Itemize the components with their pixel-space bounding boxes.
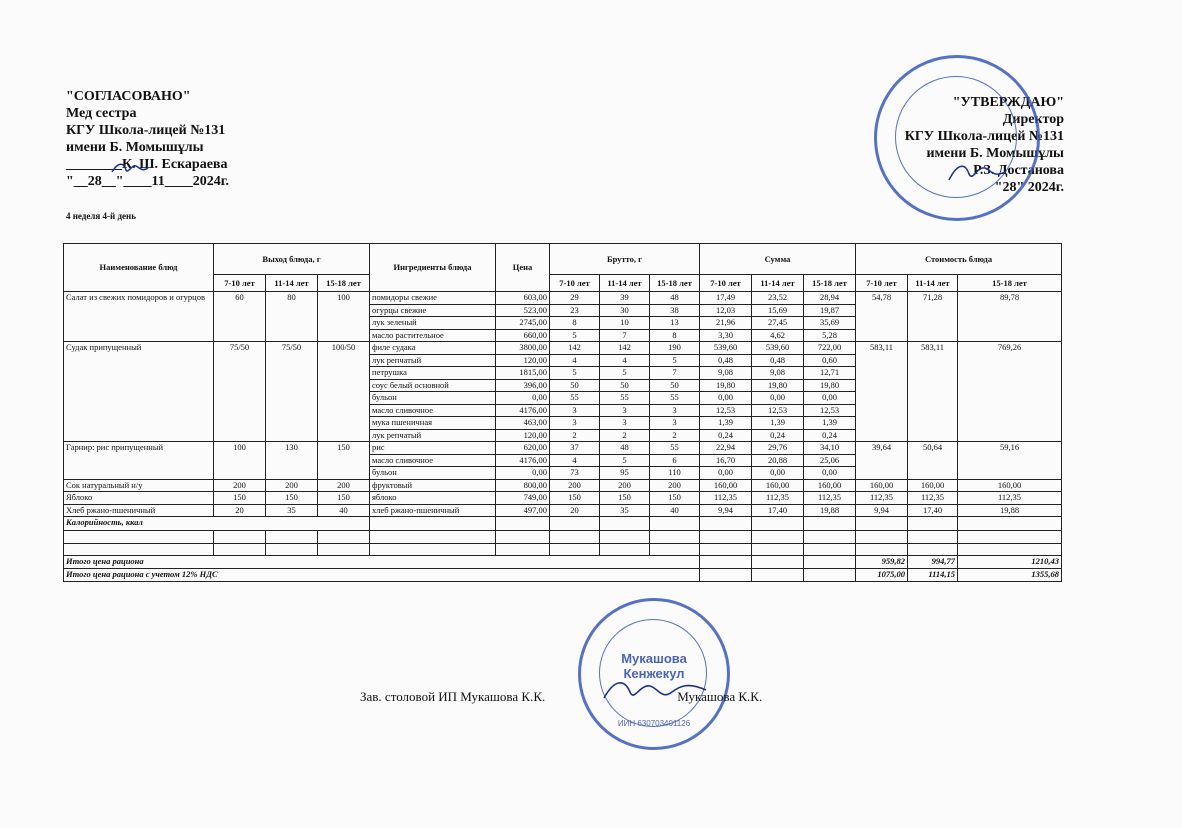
sum-age1: 0,00: [700, 467, 752, 480]
sum-age3: 0,00: [804, 467, 856, 480]
ingredient-price: 120,00: [496, 354, 550, 367]
gross-age2: 39: [600, 292, 650, 305]
ingredient-price: 523,00: [496, 304, 550, 317]
output-age2: 75/50: [266, 342, 318, 442]
gross-age1: 8: [550, 317, 600, 330]
gross-age2: 150: [600, 492, 650, 505]
sum-age2: 1,39: [752, 417, 804, 430]
sum-age2: 160,00: [752, 479, 804, 492]
sum-age1: 0,48: [700, 354, 752, 367]
sum-age1: 19,80: [700, 379, 752, 392]
signature-right: [947, 160, 1007, 186]
cost-age1: 9,94: [856, 504, 908, 517]
gross-age1: 142: [550, 342, 600, 355]
sum-age3: 1,39: [804, 417, 856, 430]
sum-age1: 12,53: [700, 404, 752, 417]
gross-age1: 23: [550, 304, 600, 317]
sum-age1: 0,24: [700, 429, 752, 442]
gross-age2: 3: [600, 417, 650, 430]
ingredient-name: хлеб ржано-пшеничный: [370, 504, 496, 517]
sum-age3: 34,10: [804, 442, 856, 455]
ingredient-name: лук репчатый: [370, 429, 496, 442]
approval-title-left: "СОГЛАСОВАНО": [66, 89, 191, 104]
table-row: [64, 292, 1062, 305]
gross-age2: 3: [600, 404, 650, 417]
approval-date-right: "28" 2024г.: [994, 180, 1064, 195]
sum-age3: 19,88: [804, 504, 856, 517]
ingredient-price: 660,00: [496, 329, 550, 342]
ingredient-price: 463,00: [496, 417, 550, 430]
stamp-iin: ИИН 630703401126: [617, 719, 691, 728]
gross-age3: 38: [650, 304, 700, 317]
gross-age2: 30: [600, 304, 650, 317]
sum-age3: 12,71: [804, 367, 856, 380]
sum-age2: 4,62: [752, 329, 804, 342]
output-age1: 100: [214, 442, 266, 480]
sum-age3: 35,69: [804, 317, 856, 330]
gross-age2: 7: [600, 329, 650, 342]
ingredient-name: лук репчатый: [370, 354, 496, 367]
header-gross-age2: 11-14 лет: [600, 275, 650, 292]
ingredient-price: 4176,00: [496, 454, 550, 467]
gross-age3: 200: [650, 479, 700, 492]
cost-age2: 50,64: [908, 442, 958, 480]
cost-age2: 583,11: [908, 342, 958, 442]
footer-left-text: Зав. столовой ИП Мукашова К.К.: [360, 689, 546, 704]
header-ingredients: Ингредиенты блюда: [370, 244, 496, 292]
total-age3: 1210,43: [958, 556, 1062, 569]
ingredient-name: яблоко: [370, 492, 496, 505]
gross-age1: 3: [550, 404, 600, 417]
gross-age2: 5: [600, 367, 650, 380]
cost-age1: 39,64: [856, 442, 908, 480]
footer-right-text: Мукашова К.К.: [677, 689, 763, 704]
sum-age2: 17,40: [752, 504, 804, 517]
total-vat-row: [64, 569, 1062, 582]
ingredient-name: лук зеленый: [370, 317, 496, 330]
header-cost-age2: 11-14 лет: [908, 275, 958, 292]
gross-age1: 29: [550, 292, 600, 305]
gross-age3: 190: [650, 342, 700, 355]
output-age2: 80: [266, 292, 318, 342]
header-gross-age3: 15-18 лет: [650, 275, 700, 292]
sum-age3: 28,94: [804, 292, 856, 305]
ingredient-price: 620,00: [496, 442, 550, 455]
dish-name: Судак припущенный: [64, 342, 214, 442]
output-age3: 150: [318, 442, 370, 480]
output-age3: 100/50: [318, 342, 370, 442]
gross-age3: 3: [650, 404, 700, 417]
cost-age1: 112,35: [856, 492, 908, 505]
gross-age1: 4: [550, 454, 600, 467]
cost-age3: 89,78: [958, 292, 1062, 342]
cost-age1: 54,78: [856, 292, 908, 342]
ingredient-name: мука пшеничная: [370, 417, 496, 430]
gross-age3: 48: [650, 292, 700, 305]
gross-age2: 55: [600, 392, 650, 405]
sum-age3: 722,00: [804, 342, 856, 355]
sum-age2: 23,52: [752, 292, 804, 305]
total-age2: 994,77: [908, 556, 958, 569]
gross-age2: 5: [600, 454, 650, 467]
gross-age3: 13: [650, 317, 700, 330]
signature-bottom: [600, 676, 710, 706]
sum-age3: 5,28: [804, 329, 856, 342]
header-output-age2: 11-14 лет: [266, 275, 318, 292]
total-label: Итого цена рациона: [64, 556, 700, 569]
sum-age1: 9,94: [700, 504, 752, 517]
table-row: [64, 342, 1062, 355]
total-age1: 959,82: [856, 556, 908, 569]
gross-age2: 95: [600, 467, 650, 480]
dish-name: Гарнир: рис припущенный: [64, 442, 214, 480]
sum-age1: 17,49: [700, 292, 752, 305]
sum-age2: 20,88: [752, 454, 804, 467]
gross-age3: 6: [650, 454, 700, 467]
total-vat-age3: 1355,68: [958, 569, 1062, 582]
entrepreneur-stamp: [578, 598, 730, 750]
output-age3: 200: [318, 479, 370, 492]
gross-age3: 2: [650, 429, 700, 442]
sum-age2: 27,45: [752, 317, 804, 330]
sum-age2: 0,48: [752, 354, 804, 367]
output-age1: 20: [214, 504, 266, 517]
ingredient-name: соус белый основной: [370, 379, 496, 392]
sum-age1: 22,94: [700, 442, 752, 455]
blank-row: [64, 531, 1062, 544]
menu-table: [63, 243, 1062, 582]
gross-age1: 200: [550, 479, 600, 492]
ingredient-name: рис: [370, 442, 496, 455]
ingredient-name: филе судака: [370, 342, 496, 355]
dish-name: Яблоко: [64, 492, 214, 505]
cost-age2: 71,28: [908, 292, 958, 342]
sum-age2: 9,08: [752, 367, 804, 380]
signature-left: [110, 160, 150, 176]
total-vat-age2: 1114,15: [908, 569, 958, 582]
total-vat-age1: 1075,00: [856, 569, 908, 582]
sum-age1: 160,00: [700, 479, 752, 492]
stamp-name-line2: Кенжекул: [623, 666, 685, 681]
sum-age2: 15,69: [752, 304, 804, 317]
ingredient-price: 0,00: [496, 467, 550, 480]
gross-age2: 10: [600, 317, 650, 330]
sum-age3: 112,35: [804, 492, 856, 505]
header-sum: Сумма: [700, 244, 856, 275]
calories-row: [64, 517, 1062, 531]
sum-age3: 0,60: [804, 354, 856, 367]
output-age2: 35: [266, 504, 318, 517]
gross-age2: 35: [600, 504, 650, 517]
gross-age1: 3: [550, 417, 600, 430]
sum-age1: 1,39: [700, 417, 752, 430]
approval-org-left: КГУ Школа-лицей №131: [66, 123, 226, 138]
gross-age3: 40: [650, 504, 700, 517]
sum-age3: 160,00: [804, 479, 856, 492]
output-age2: 130: [266, 442, 318, 480]
gross-age1: 2: [550, 429, 600, 442]
ingredient-name: фруктовый: [370, 479, 496, 492]
cost-age1: 583,11: [856, 342, 908, 442]
table-row: [64, 479, 1062, 492]
ingredient-price: 800,00: [496, 479, 550, 492]
sum-age2: 0,00: [752, 467, 804, 480]
approval-signer-right: Р.З. Достанова: [973, 163, 1064, 178]
approval-date-left: "__28__"____11____2024г.: [66, 174, 230, 189]
menu-table-body: [64, 292, 1062, 582]
ingredient-name: масло растительное: [370, 329, 496, 342]
ingredient-price: 0,00: [496, 392, 550, 405]
cost-age3: 769,26: [958, 342, 1062, 442]
cost-age1: 160,00: [856, 479, 908, 492]
gross-age3: 55: [650, 392, 700, 405]
sum-age2: 0,00: [752, 392, 804, 405]
gross-age1: 4: [550, 354, 600, 367]
approval-role-left: Мед сестра: [66, 106, 137, 121]
sum-age2: 29,76: [752, 442, 804, 455]
sum-age2: 19,80: [752, 379, 804, 392]
output-age2: 200: [266, 479, 318, 492]
sum-age1: 0,00: [700, 392, 752, 405]
output-age1: 75/50: [214, 342, 266, 442]
gross-age1: 20: [550, 504, 600, 517]
sum-age3: 0,00: [804, 392, 856, 405]
sum-age2: 0,24: [752, 429, 804, 442]
output-age1: 60: [214, 292, 266, 342]
ingredient-price: 4176,00: [496, 404, 550, 417]
approval-org-name-left: имени Б. Момышұлы: [66, 140, 204, 155]
header-gross-age1: 7-10 лет: [550, 275, 600, 292]
total-vat-label: Итого цена рациона с учетом 12% НДС: [64, 569, 700, 582]
output-age3: 100: [318, 292, 370, 342]
sum-age3: 0,24: [804, 429, 856, 442]
sum-age2: 539,60: [752, 342, 804, 355]
ingredient-name: петрушка: [370, 367, 496, 380]
ingredient-price: 396,00: [496, 379, 550, 392]
output-age3: 150: [318, 492, 370, 505]
table-row: [64, 492, 1062, 505]
gross-age1: 55: [550, 392, 600, 405]
approval-org-name-right: имени Б. Момышұлы: [926, 146, 1064, 161]
gross-age2: 142: [600, 342, 650, 355]
output-age3: 40: [318, 504, 370, 517]
cost-age3: 19,88: [958, 504, 1062, 517]
ingredient-name: масло сливочное: [370, 454, 496, 467]
cost-age2: 112,35: [908, 492, 958, 505]
table-row: [64, 442, 1062, 455]
calories-label: Калорийность, ккал: [64, 517, 370, 531]
header-cost: Стоимость блюда: [856, 244, 1062, 275]
gross-age1: 37: [550, 442, 600, 455]
cost-age3: 59,16: [958, 442, 1062, 480]
ingredient-price: 1815,00: [496, 367, 550, 380]
sum-age1: 12,03: [700, 304, 752, 317]
sum-age1: 21,96: [700, 317, 752, 330]
ingredient-price: 2745,00: [496, 317, 550, 330]
gross-age2: 200: [600, 479, 650, 492]
output-age2: 150: [266, 492, 318, 505]
gross-age3: 3: [650, 417, 700, 430]
gross-age3: 55: [650, 442, 700, 455]
sum-age1: 3,30: [700, 329, 752, 342]
header-sum-age3: 15-18 лет: [804, 275, 856, 292]
gross-age1: 5: [550, 367, 600, 380]
header-gross: Брутто, г: [550, 244, 700, 275]
ingredient-name: бульон: [370, 392, 496, 405]
header-price: Цена: [496, 244, 550, 292]
header-output-age3: 15-18 лет: [318, 275, 370, 292]
header-output-age1: 7-10 лет: [214, 275, 266, 292]
cost-age2: 160,00: [908, 479, 958, 492]
header-sum-age1: 7-10 лет: [700, 275, 752, 292]
gross-age3: 110: [650, 467, 700, 480]
ingredient-price: 603,00: [496, 292, 550, 305]
gross-age3: 7: [650, 367, 700, 380]
sum-age3: 19,87: [804, 304, 856, 317]
blank-row: [64, 543, 1062, 556]
dish-name: Хлеб ржано-пшеничный: [64, 504, 214, 517]
gross-age3: 5: [650, 354, 700, 367]
ingredient-name: огурцы свежие: [370, 304, 496, 317]
sum-age3: 19,80: [804, 379, 856, 392]
stamp-name-line1: Мукашова: [621, 651, 687, 666]
ingredient-price: 120,00: [496, 429, 550, 442]
output-age1: 150: [214, 492, 266, 505]
sum-age1: 9,08: [700, 367, 752, 380]
sum-age2: 112,35: [752, 492, 804, 505]
table-row: [64, 504, 1062, 517]
total-row: [64, 556, 1062, 569]
header-cost-age3: 15-18 лет: [958, 275, 1062, 292]
cost-age3: 112,35: [958, 492, 1062, 505]
header-output: Выход блюда, г: [214, 244, 370, 275]
ingredient-name: бульон: [370, 467, 496, 480]
gross-age1: 73: [550, 467, 600, 480]
week-day-label: 4 неделя 4-й день: [66, 211, 136, 221]
approval-org-right: КГУ Школа-лицей №131: [904, 129, 1064, 144]
header-sum-age2: 11-14 лет: [752, 275, 804, 292]
school-stamp: [874, 55, 1040, 221]
ingredient-price: 497,00: [496, 504, 550, 517]
gross-age1: 50: [550, 379, 600, 392]
ingredient-price: 3800,00: [496, 342, 550, 355]
ingredient-name: масло сливочное: [370, 404, 496, 417]
header-dish: Наименование блюд: [64, 244, 214, 292]
ingredient-price: 749,00: [496, 492, 550, 505]
sum-age2: 12,53: [752, 404, 804, 417]
sum-age1: 112,35: [700, 492, 752, 505]
dish-name: Сок натуральный н/у: [64, 479, 214, 492]
gross-age1: 150: [550, 492, 600, 505]
sum-age1: 539,60: [700, 342, 752, 355]
sum-age1: 16,70: [700, 454, 752, 467]
gross-age3: 50: [650, 379, 700, 392]
ingredient-name: помидоры свежие: [370, 292, 496, 305]
cost-age3: 160,00: [958, 479, 1062, 492]
approval-title-right: "УТВЕРЖДАЮ": [952, 95, 1064, 110]
gross-age3: 8: [650, 329, 700, 342]
sum-age3: 25,06: [804, 454, 856, 467]
dish-name: Салат из свежих помидоров и огурцов: [64, 292, 214, 342]
gross-age2: 48: [600, 442, 650, 455]
gross-age1: 5: [550, 329, 600, 342]
sum-age3: 12,53: [804, 404, 856, 417]
gross-age2: 4: [600, 354, 650, 367]
approval-role-right: Директор: [1002, 112, 1064, 127]
gross-age2: 50: [600, 379, 650, 392]
header-cost-age1: 7-10 лет: [856, 275, 908, 292]
gross-age3: 150: [650, 492, 700, 505]
gross-age2: 2: [600, 429, 650, 442]
output-age1: 200: [214, 479, 266, 492]
approval-signer-left: ________К. Ш. Ескараева: [66, 157, 228, 172]
cost-age2: 17,40: [908, 504, 958, 517]
